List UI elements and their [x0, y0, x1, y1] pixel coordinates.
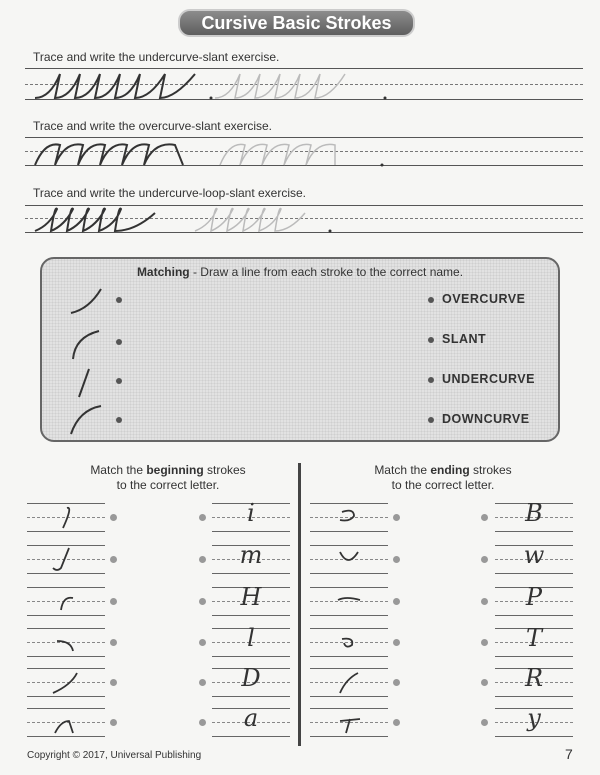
cursive-letter: R	[524, 664, 544, 692]
ending-stroke-dot[interactable]	[393, 598, 400, 605]
beginning-stroke-dot[interactable]	[110, 679, 117, 686]
beginning-letter-dot[interactable]	[199, 719, 206, 726]
ending-stroke-cell	[310, 545, 388, 573]
beginning-letter-cell	[212, 624, 290, 656]
beginning-stroke-cell	[27, 668, 105, 696]
stroke-icon	[27, 586, 105, 616]
copyright: Copyright © 2017, Universal Publishing	[27, 750, 202, 761]
beginning-stroke-dot[interactable]	[110, 639, 117, 646]
ending-stroke-cell	[310, 628, 388, 656]
beginning-stroke-cell	[27, 587, 105, 615]
exercise-1-writing-line[interactable]	[25, 68, 583, 100]
beginning-stroke-dot[interactable]	[110, 719, 117, 726]
beginning-letter-cell	[212, 583, 290, 615]
ending-letter-dot[interactable]	[481, 556, 488, 563]
stroke-icon	[310, 667, 388, 697]
ending-letter-cell	[495, 541, 573, 573]
cursive-letter: m	[239, 541, 263, 569]
beginning-letter-cell	[212, 499, 290, 531]
stroke-icon	[27, 544, 105, 574]
ending-letter-cell	[495, 664, 573, 696]
ending-letter-cell	[495, 624, 573, 656]
name-slant: SLANT	[442, 332, 487, 346]
ending-stroke-dot[interactable]	[393, 556, 400, 563]
cursive-letter: w	[523, 541, 545, 569]
ending-stroke-cell	[310, 503, 388, 531]
overcurve-slant-strokes	[25, 137, 583, 167]
ending-letter-dot[interactable]	[481, 639, 488, 646]
cursive-letter: y	[527, 704, 541, 732]
stroke-icon	[27, 707, 105, 737]
ending-letter-dot[interactable]	[481, 598, 488, 605]
ending-letter-dot[interactable]	[481, 514, 488, 521]
stroke-icon	[310, 502, 388, 532]
beginning-letter-cell	[212, 541, 290, 573]
beginning-letter-dot[interactable]	[199, 556, 206, 563]
cursive-letter: H	[240, 583, 262, 611]
stroke-icon	[310, 627, 388, 657]
downcurve-stroke-icon	[67, 404, 107, 436]
ending-letter-dot[interactable]	[481, 679, 488, 686]
matching-box	[40, 257, 560, 442]
cursive-letter: a	[243, 704, 259, 732]
cursive-letter: D	[241, 664, 261, 692]
name-overcurve: OVERCURVE	[442, 292, 526, 306]
cursive-letter: T	[525, 624, 542, 652]
ending-letter-cell	[495, 583, 573, 615]
cursive-letter: B	[525, 499, 543, 527]
ending-stroke-dot[interactable]	[393, 514, 400, 521]
cursive-letter: i	[247, 499, 255, 527]
stroke-dot-1[interactable]	[116, 297, 122, 303]
ending-letter-cell	[495, 704, 573, 736]
name-dot-1[interactable]	[428, 297, 434, 303]
beginning-stroke-dot[interactable]	[110, 514, 117, 521]
name-dot-4[interactable]	[428, 417, 434, 423]
slant-stroke-icon	[67, 367, 107, 399]
beginning-stroke-cell	[27, 708, 105, 736]
beginning-stroke-cell	[27, 628, 105, 656]
beginning-letter-dot[interactable]	[199, 514, 206, 521]
overcurve-stroke-icon	[67, 329, 107, 361]
beginning-stroke-cell	[27, 545, 105, 573]
exercise-2-instruction: Trace and write the overcurve-slant exercise.	[33, 119, 272, 133]
stroke-dot-2[interactable]	[116, 339, 122, 345]
ending-stroke-dot[interactable]	[393, 719, 400, 726]
beginning-letter-dot[interactable]	[199, 639, 206, 646]
column-divider	[298, 463, 301, 746]
stroke-dot-3[interactable]	[116, 378, 122, 384]
ending-stroke-dot[interactable]	[393, 639, 400, 646]
exercise-3-instruction: Trace and write the undercurve-loop-slant exercise.	[33, 186, 307, 200]
beginning-letter-dot[interactable]	[199, 679, 206, 686]
beginning-letter-cell	[212, 704, 290, 736]
stroke-icon	[310, 707, 388, 737]
exercise-3-writing-line[interactable]	[25, 205, 583, 233]
ending-letter-dot[interactable]	[481, 719, 488, 726]
name-undercurve: UNDERCURVE	[442, 372, 535, 386]
beginning-letter-dot[interactable]	[199, 598, 206, 605]
beginning-stroke-dot[interactable]	[110, 556, 117, 563]
exercise-1-instruction: Trace and write the undercurve-slant exercise.	[33, 50, 280, 64]
name-downcurve: DOWNCURVE	[442, 412, 530, 426]
stroke-icon	[310, 586, 388, 616]
cursive-letter: P	[525, 583, 543, 611]
stroke-dot-4[interactable]	[116, 417, 122, 423]
cursive-letter: l	[247, 624, 255, 652]
ending-stroke-cell	[310, 708, 388, 736]
beginning-letter-cell	[212, 664, 290, 696]
name-dot-3[interactable]	[428, 377, 434, 383]
stroke-icon	[310, 544, 388, 574]
page-title: Cursive Basic Strokes	[178, 9, 415, 37]
page-number: 7	[565, 746, 573, 762]
ending-stroke-cell	[310, 587, 388, 615]
ending-heading: Match the ending strokes to the correct letter.	[374, 463, 512, 492]
stroke-icon	[27, 667, 105, 697]
ending-letter-cell	[495, 499, 573, 531]
ending-stroke-dot[interactable]	[393, 679, 400, 686]
ending-stroke-cell	[310, 668, 388, 696]
stroke-icon	[27, 502, 105, 532]
beginning-stroke-cell	[27, 503, 105, 531]
beginning-heading: Match the beginning strokes to the correct letter.	[90, 463, 246, 492]
undercurve-stroke-icon	[67, 287, 107, 317]
name-dot-2[interactable]	[428, 337, 434, 343]
beginning-stroke-dot[interactable]	[110, 598, 117, 605]
matching-heading: Matching - Draw a line from each stroke to the correct name.	[136, 265, 464, 279]
exercise-2-writing-line[interactable]	[25, 137, 583, 167]
undercurve-loop-slant-strokes	[25, 205, 583, 233]
stroke-icon	[27, 627, 105, 657]
undercurve-slant-strokes	[25, 68, 583, 100]
